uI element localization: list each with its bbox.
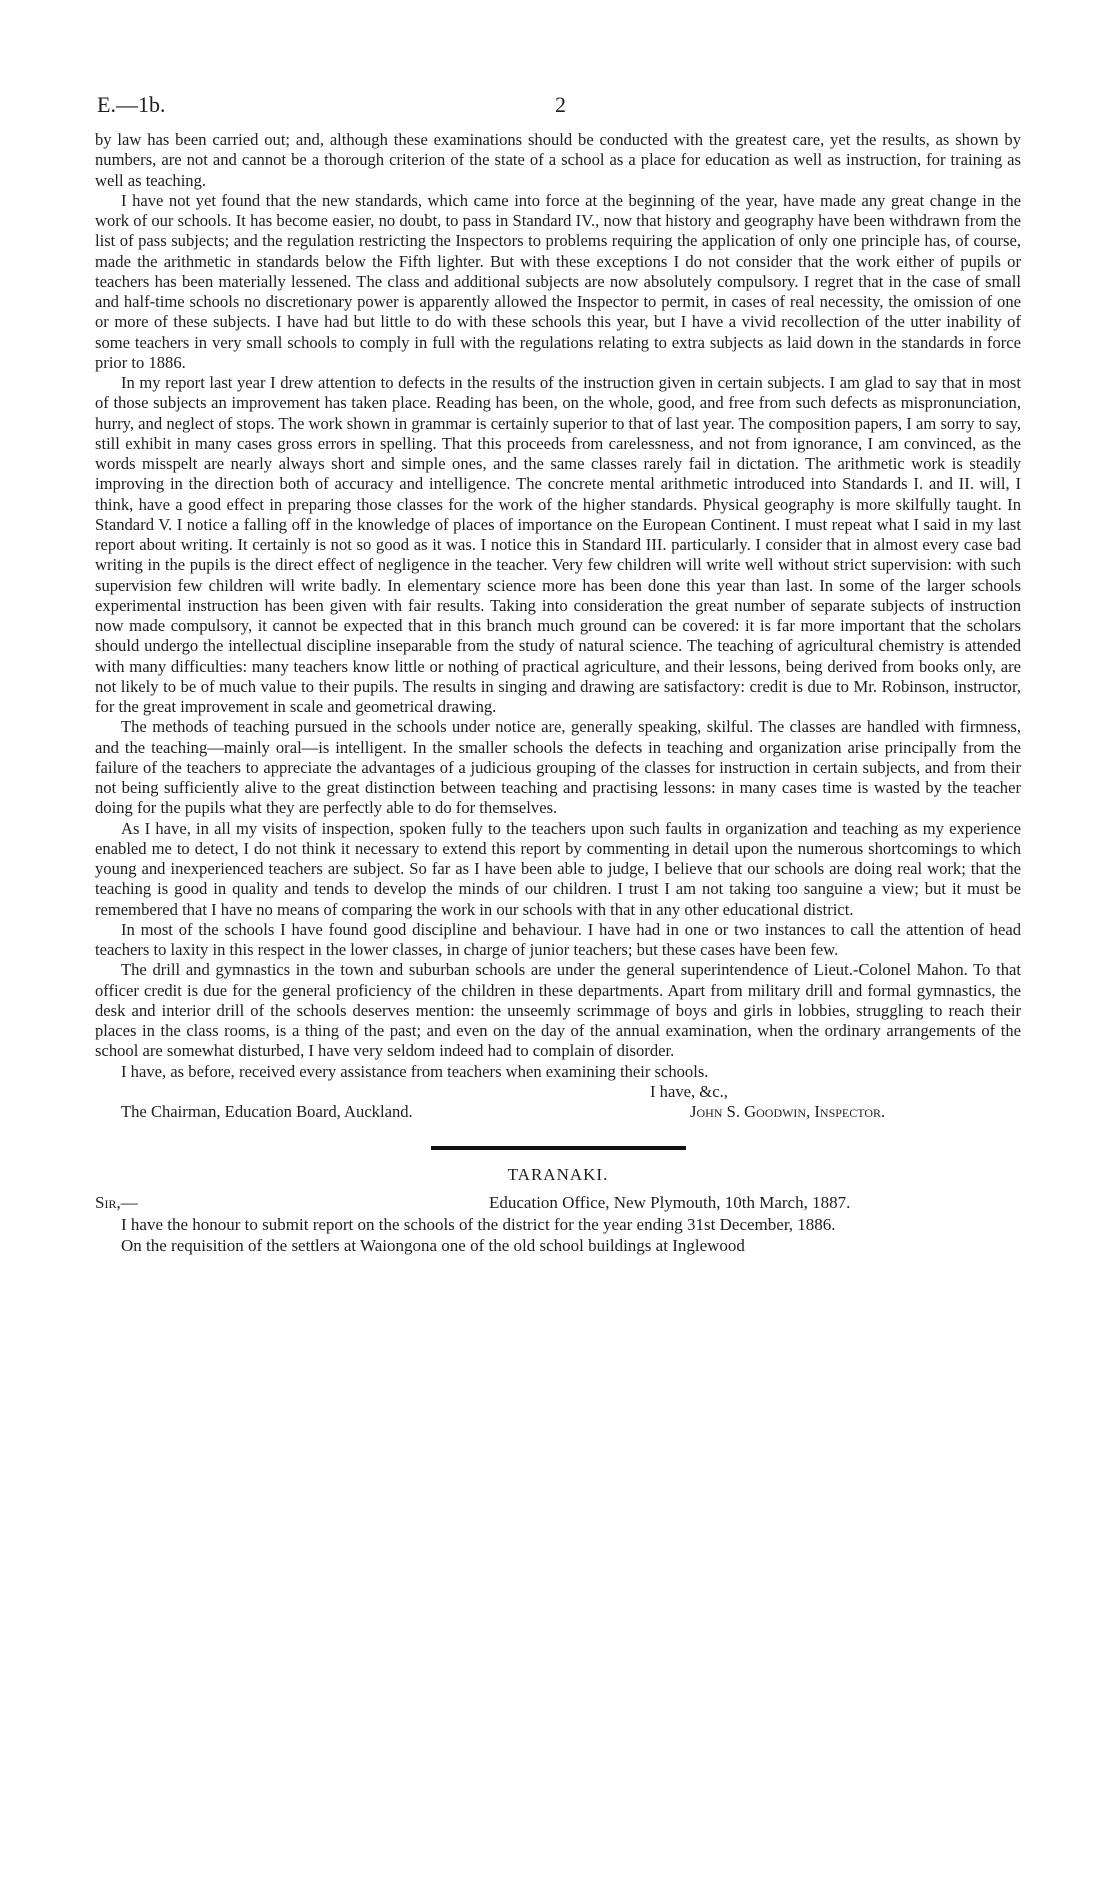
paragraph: In most of the schools I have found good discipline and behaviour. I have had in one or two instances to call the attention of head teachers to laxity in this respect in the lower classes, in charge of junior teachers; but these cases have been few. [95, 919, 1021, 959]
report-body [95, 130, 1021, 1082]
paragraph: As I have, in all my visits of inspection, spoken fully to the teachers upon such faults in organization and teaching as my experience enabled me to detect, I do not think it necessary to extend this report by commenting in detail upon the numerous shortcomings to which young and inexperienced teachers are subject. So far as I have been able to judge, I believe that our schools are doing real work; that the teaching is good in quality and tends to develop the minds of our children. I trust I am not taking too sanguine a view; but it must be remembered that I have no means of comparing the work in our schools with that in any other educational district. [95, 818, 1021, 919]
section-divider [431, 1146, 686, 1150]
sign-off: I have, &c., [650, 1081, 728, 1101]
page-number: 2 [555, 92, 566, 117]
letter-heading [95, 1192, 1021, 1214]
paragraph: The drill and gymnastics in the town and suburban schools are under the general superintendence of Lieut.-Colonel Mahon. To that officer credit is due for the general proficiency of the children in these departments. Apart from military drill and formal gymnastics, the desk and interior drill of the schools deserves mention: the unseemly scrimmage of boys and girls in lobbies, struggling to reach their places in the class rooms, is a thing of the past; and even on the day of the annual examination, when the ordinary arrangements of the school are somewhat disturbed, I have very seldom indeed had to complain of disorder. [95, 960, 1021, 1061]
closing-signature-line [95, 1102, 1021, 1122]
paragraph: by law has been carried out; and, although these examinations should be conducted with the greatest care, yet the results, as shown by numbers, are not and cannot be a thorough criterion of the state of a school as a place for education as well as instruction, for training as well as teaching. [95, 130, 1021, 190]
document-reference: E.—1b. [97, 92, 166, 117]
closing-sign-off-line [95, 1082, 1021, 1102]
paragraph: I have the honour to submit report on the schools of the district for the year ending 31st December, 1886. [121, 1215, 836, 1235]
addressee: The Chairman, Education Board, Auckland. [121, 1102, 413, 1121]
salutation: Sir,— [95, 1193, 138, 1213]
signatory: John S. Goodwin, Inspector. [690, 1102, 886, 1121]
section-title: TARANAKI. [507, 1165, 609, 1185]
page-header [95, 90, 1021, 130]
letter-body [95, 1214, 1021, 1256]
paragraph: The methods of teaching pursued in the schools under notice are, generally speaking, skilful. The classes are handled with firmness, and the teaching—mainly oral—is intelligent. In the smaller schools the defects in teaching and organization arise principally from the failure of the teachers to appreciate the advantages of a judicious grouping of the classes for instruction in certain subjects, and from their not being sufficiently alive to the great distinction between teaching and practising lessons: in many cases time is wasted by the teacher doing for the pupils what they are perfectly able to do for themselves. [95, 717, 1021, 818]
dateline: Education Office, New Plymouth, 10th March, 1887. [489, 1193, 851, 1213]
paragraph: I have not yet found that the new standards, which came into force at the beginning of the year, have made any great change in the work of our schools. It has become easier, no doubt, to pass in Standard IV., now that history and geography have been withdrawn from the list of pass subjects; and the regulation restricting the Inspectors to problems requiring the application of only one principle has, of course, made the arithmetic in standards below the Fifth lighter. But with these exceptions I do not consider that the work either of pupils or teachers has been materially lessened. The class and additional subjects are now absolutely compulsory. I regret that in the case of small and half-time schools no discretionary power is apparently allowed the Inspector to permit, in cases of real necessity, the omission of one or more of these subjects. I have had but little to do with these schools this year, but I have a vivid recollection of the utter inability of some teachers in very small schools to comply in full with the regulations relating to extra subjects as laid down in the standards in force prior to 1886. [95, 190, 1021, 372]
paragraph: I have, as before, received every assistance from teachers when examining their schools. [121, 1061, 709, 1081]
paragraph: In my report last year I drew attention to defects in the results of the instruction given in certain subjects. I am glad to say that in most of those subjects an improvement has taken place. Reading has been, on the whole, good, and free from such defects as mispronunciation, hurry, and neglect of stops. The work shown in grammar is certainly superior to that of last year. The composition papers, I am sorry to say, still exhibit in many cases gross errors in spelling. That this proceeds from carelessness, and not from ignorance, I am convinced, as the words misspelt are nearly always short and simple ones, and the same classes rarely fail in dictation. The arithmetic work is steadily improving in the direction both of accuracy and intelligence. The concrete mental arithmetic introduced into Standards I. and II. will, I think, have a good effect in preparing those classes for the work of the higher standards. Physical geography is more skilfully taught. In Standard V. I notice a falling off in the knowledge of places of importance on the European Continent. I must repeat what I said in my last report about writing. It certainly is not so good as it was. I notice this in Standard III. particularly. I consider that in almost every case bad writing in the pupils is the direct effect of negligence in the teacher. Very few children will write well without strict supervision: with such supervision few children will write badly. In elementary science more has been done this year than last. In some of the larger schools experimental instruction has been given with fair results. Taking into consideration the great number of separate subjects of instruction now made compulsory, it cannot be expected that in this branch much ground can be covered: it is far more important that the scholars should undergo the intellectual discipline inseparable from the study of natural science. The teaching of agricultural chemistry is attended with many difficulties: many teachers know little or nothing of practical agriculture, and their lessons, being derived from books only, are not likely to be of much value to their pupils. The results in singing and drawing are satisfactory: credit is due to Mr. Robinson, instructor, for the great improvement in scale and geometrical drawing. [95, 373, 1021, 716]
document-page [95, 90, 1021, 1256]
paragraph: On the requisition of the settlers at Waiongona one of the old school buildings at Inglewood [121, 1236, 745, 1256]
